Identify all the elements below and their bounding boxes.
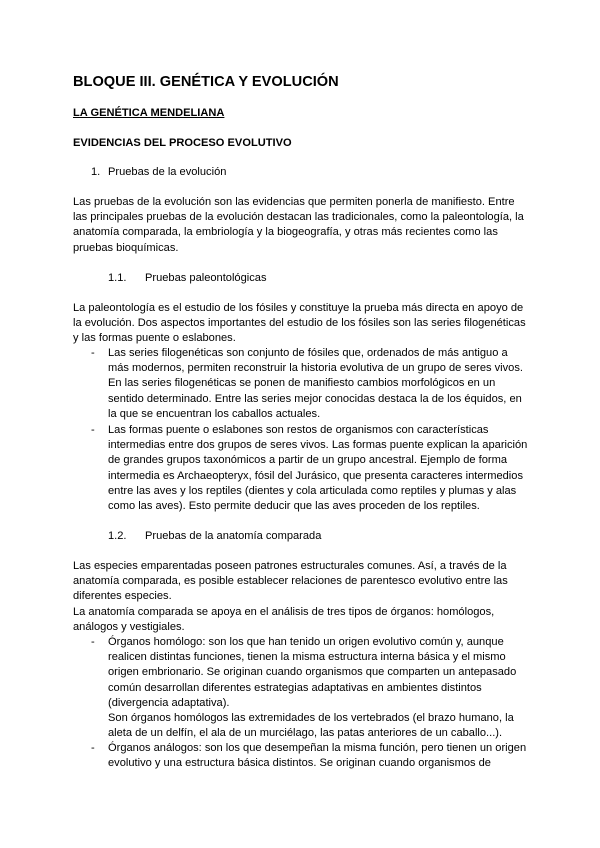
bullet-dash: - (91, 742, 95, 754)
bullet-organos-analogos (108, 741, 526, 771)
text-line: evolutivo y una estructura básica distintos. Se originan cuando organismos de (108, 757, 491, 770)
text-line: La paleontología es el estudio de los fósiles y constituye la prueba más directa en apoyo de (73, 302, 524, 314)
text-line: Las series filogenéticas son conjunto de fósiles que, ordenados de más antiguo a (108, 347, 508, 359)
text-line: las principales pruebas de la evolución destacan las tradicionales, como la paleontología, la (73, 211, 524, 224)
text-line: aleta de un delfín, el ala de un murciélago, las patas anteriores de un caballo...). (108, 727, 503, 740)
text-line: entre las aves y los reptiles (dientes y cola articulada como reptiles y plumas y alas (108, 484, 517, 497)
text-line: sentido determinado. Entre las series mejor conocidas destaca la de los équidos, en (108, 392, 522, 405)
text-line: y las formas puente o eslabones. (73, 332, 236, 345)
anatomy-paragraph (73, 559, 543, 635)
subtitle: LA GENÉTICA MENDELIANA (73, 107, 225, 119)
intro-paragraph (73, 195, 543, 256)
bullet-series-filogeneticas (108, 346, 523, 422)
text-line: como las aves). Esto permite deducir que las aves proceden de los reptiles. (108, 500, 480, 513)
text-line: anatomía comparada, es posible establecer relaciones de parentesco evolutivo entre las (73, 575, 508, 588)
bullet-dash: - (91, 636, 95, 648)
text-line: Las formas puente o eslabones son restos de organismos con características (108, 424, 489, 436)
subsection-number: 1.2. (108, 530, 127, 542)
text-line: En las series filogenéticas se ponen de manifiesto cambios morfológicos en un (108, 377, 496, 390)
text-line: Órganos análogos: son los que desempeñan la misma función, pero tienen un origen (108, 742, 527, 754)
bullet-dash: - (91, 347, 95, 359)
text-line: intermedias entre dos grupos de seres vivos. Las formas puente explican la aparición (108, 439, 528, 452)
text-line: la evolución. Dos aspectos importantes del estudio de los fósiles son las series filogenéticas (73, 317, 526, 330)
text-line: (divergencia adaptativa). (108, 696, 230, 709)
text-line: Las pruebas de la evolución son las evidencias que permiten ponerla de manifiesto. Entre (73, 196, 515, 208)
subsection-number: 1.1. (108, 272, 127, 284)
bullet-organos-homologos (108, 635, 516, 741)
paleontology-paragraph (73, 301, 543, 347)
text-line: La anatomía comparada se apoya en el análisis de tres tipos de órganos: homólogos, (73, 605, 495, 618)
section-heading: EVIDENCIAS DEL PROCESO EVOLUTIVO (73, 137, 292, 149)
text-line: realicen distintas funciones, tienen la misma estructura interna básica y el mismo (108, 651, 506, 664)
text-line: Las especies emparentadas poseen patrones estructurales comunes. Así, a través de la (73, 560, 507, 572)
page-title: BLOQUE III. GENÉTICA Y EVOLUCIÓN (73, 74, 339, 90)
text-line: más modernos, permiten reconstruir la historia evolutiva de un grupo de seres vivos. (108, 362, 523, 375)
text-line: Órganos homólogo: son los que han tenido un origen evolutivo común y, aunque (108, 636, 504, 648)
subsection-label: Pruebas paleontológicas (145, 272, 267, 284)
text-line: origen embrionario. Se originan cuando organismos que comparten un antepasado (108, 666, 517, 679)
text-line: análogos y vestigiales. (73, 620, 185, 633)
text-line: diferentes especies. (73, 590, 172, 603)
text-line: anatomía comparada, la embriología y la biogeografía, y otras más recientes como las (73, 226, 498, 239)
bullet-dash: - (91, 424, 95, 436)
text-line: común desarrollan diferentes estrategias adaptativas en ambientes distintos (108, 681, 482, 694)
text-line: de grandes grupos taxonómicos a partir de un grupo ancestral. Ejemplo de forma (108, 454, 507, 467)
text-line: la que se encuentran los caballos actuales. (108, 407, 321, 420)
text-line: intermedia es Archaeopteryx, fósil del Jurásico, que presenta caracteres intermedios (108, 469, 523, 482)
text-line: pruebas bioquímicas. (73, 241, 179, 254)
text-line: Son órganos homólogos las extremidades de los vertebrados (el brazo humano, la (108, 712, 514, 725)
subsection-label: Pruebas de la anatomía comparada (145, 530, 322, 542)
section-number: 1. (91, 166, 101, 178)
bullet-formas-puente (108, 423, 527, 514)
section-label: Pruebas de la evolución (108, 166, 227, 178)
